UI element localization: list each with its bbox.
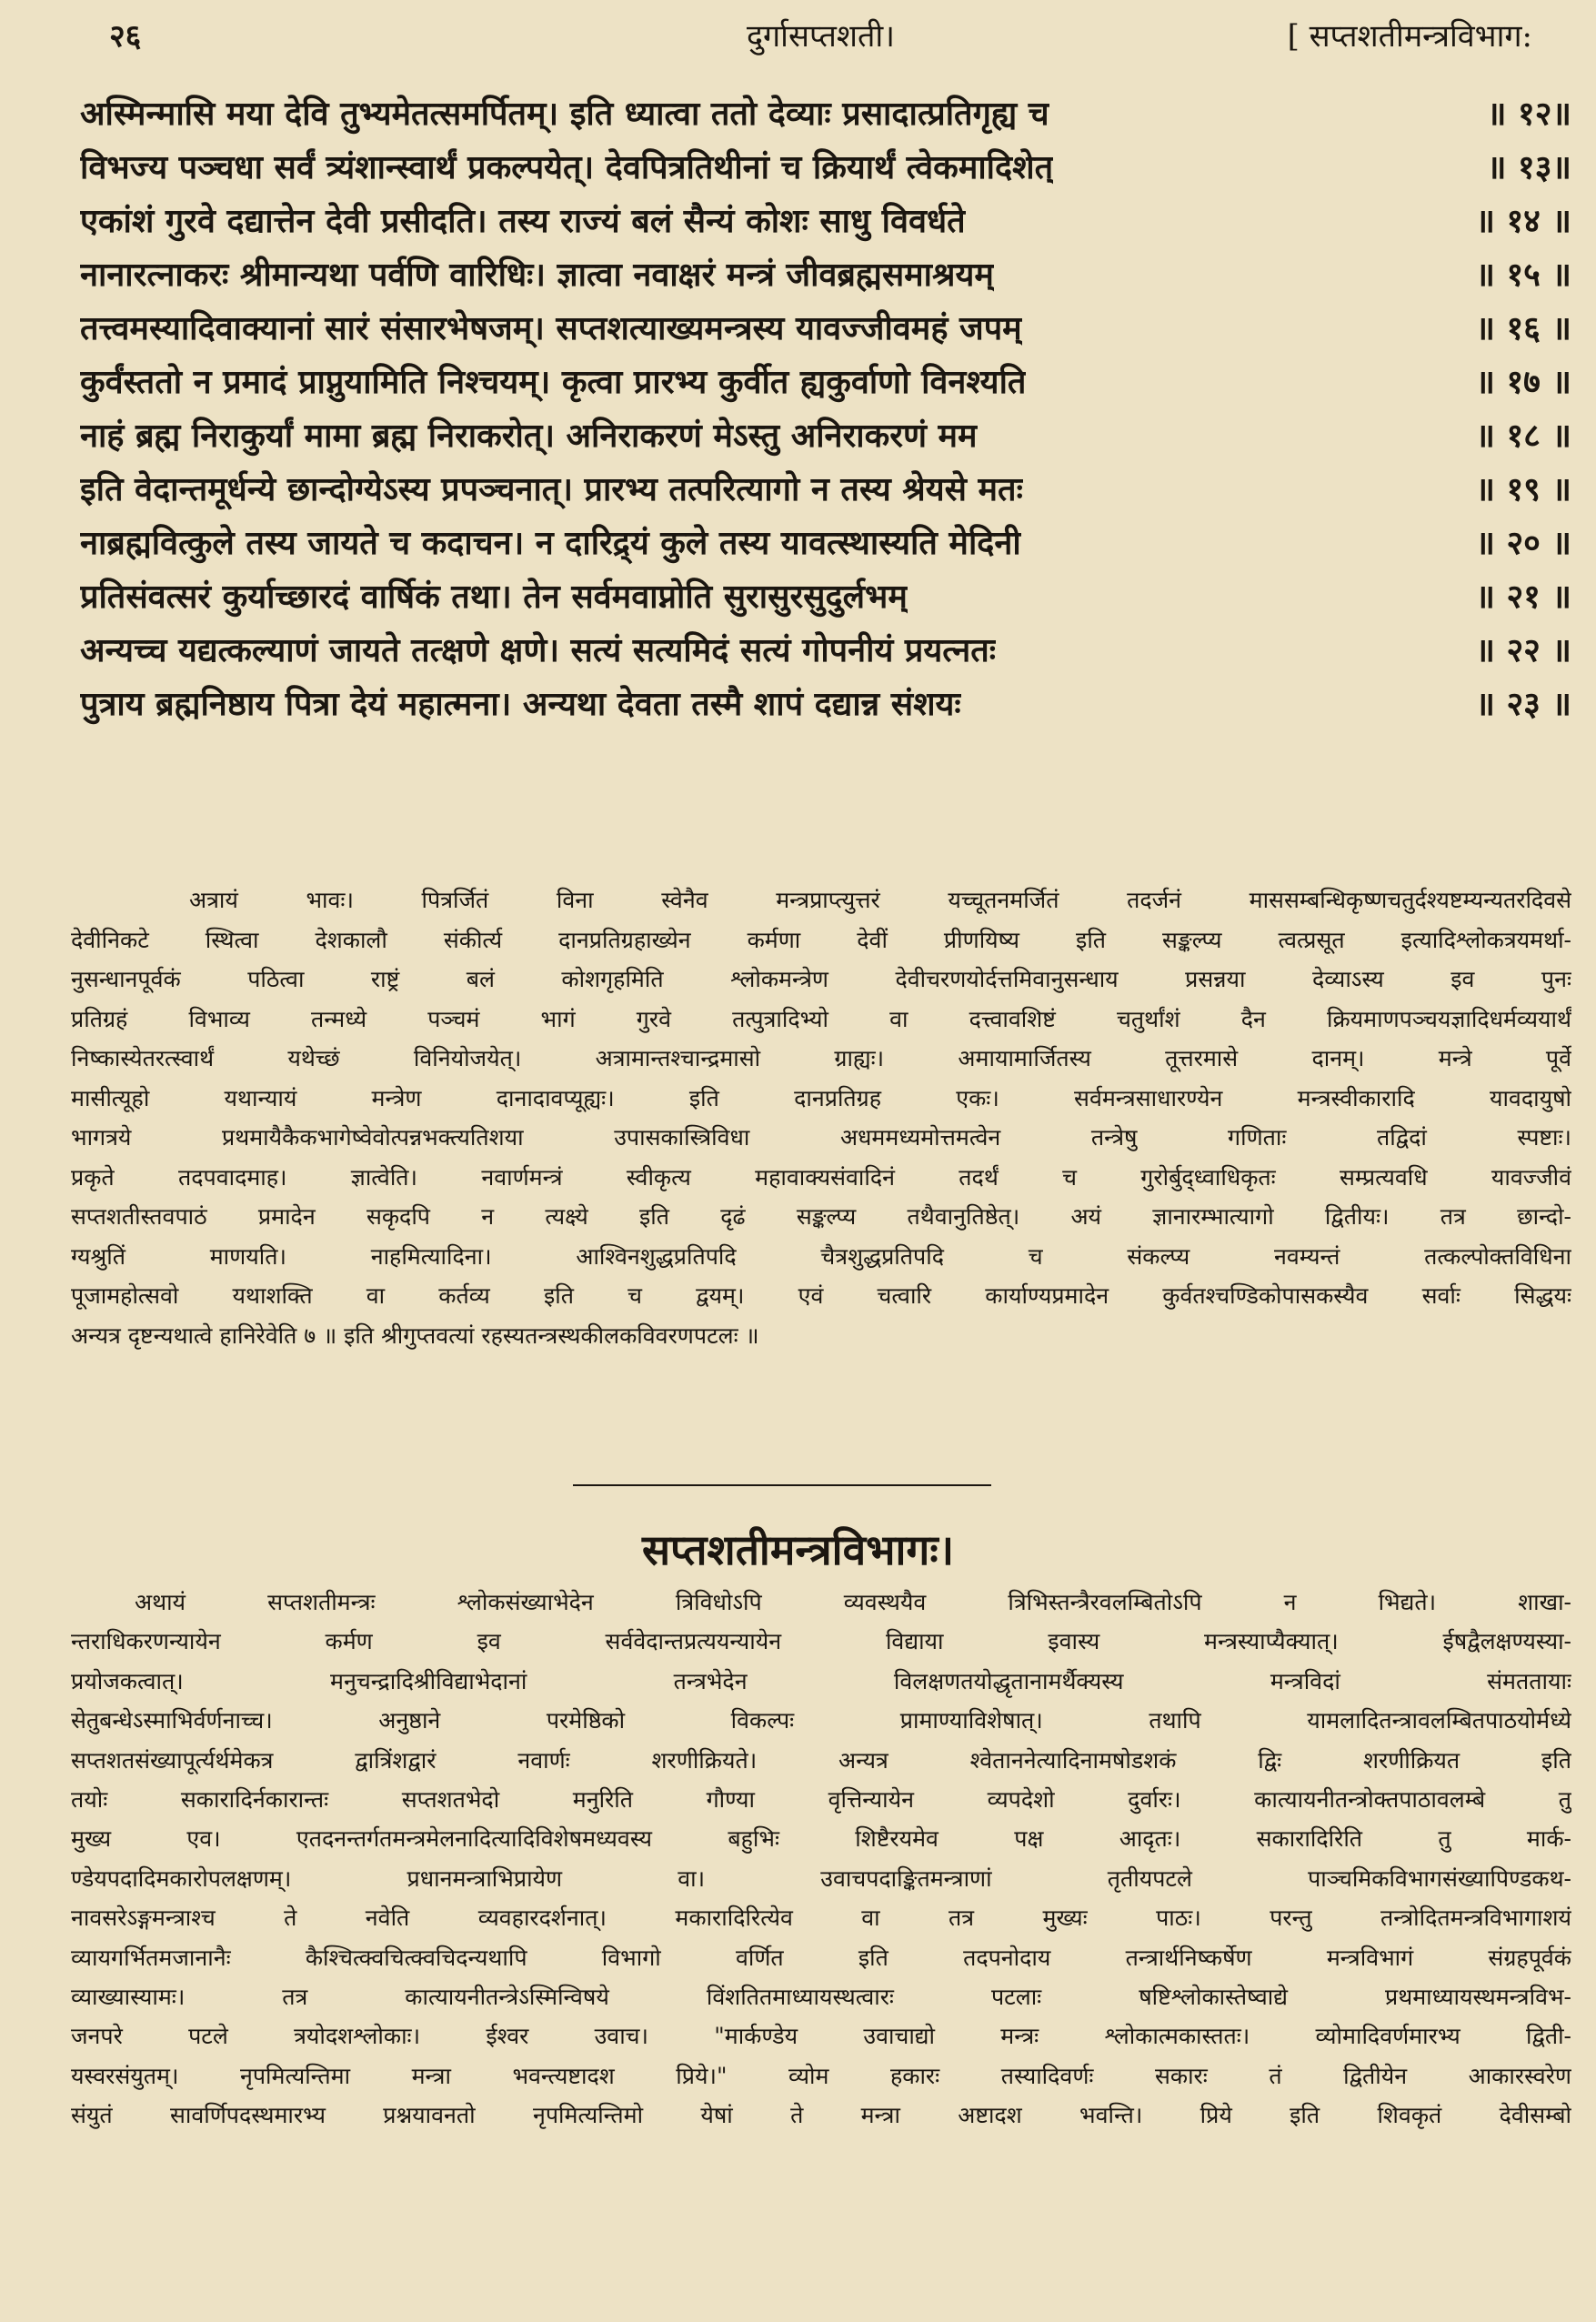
verse-line (80, 678, 1571, 731)
verse-line (80, 195, 1571, 248)
verse-line (80, 87, 1571, 141)
commentary-line: अत्रायं भावः। पित्रर्जितं विना स्वेनैव मन्त्रप्राप्त्युत्तरं यच्चूतनमर्जितं तदर्जनं माससम्बन्धिकृष्णचतुर्दश्यष्टम्यन्यतरदिवसे (189, 887, 1571, 913)
commentary-block (71, 880, 1571, 1355)
commentary-line: देवीनिकटे स्थित्वा देशकालौ संकीर्त्य दानप्रतिग्रहाख्येन कर्मणा देवीं प्रीणयिष्य इति सङ्कल्प्य त्वत्प्रसूत इत्यादिश्लोकत्रयमर्था- (71, 926, 1571, 953)
verse-text: तत्त्वमस्यादिवाक्यानां सारं संसारभेषजम्। सप्तशत्याख्यमन्त्रस्य यावज्जीवमहं जपम् (80, 309, 1022, 347)
verse-number: ॥ १९ ॥ (1475, 470, 1571, 508)
verse-number: ॥ १५ ॥ (1475, 256, 1571, 294)
section-body-line: ण्डेयपदादिमकारोपलक्षणम्। प्रधानमन्त्राभिप्रायेण वा। उवाचपदाङ्कितमन्त्राणां तृतीयपटले पाञ्चमिकविभागसंख्यापिण्डकथ- (71, 1865, 1571, 1892)
verse-number: ॥ १२॥ (1486, 95, 1571, 133)
commentary-line: मासीत्यूहो यथान्यायं मन्त्रेण दानादावप्यूह्यः। इति दानप्रतिग्रह एकः। सर्वमन्त्रसाधारण्येन मन्त्रस्वीकारादि यावदायुषो (71, 1084, 1571, 1111)
verse-number: ॥ १७ ॥ (1475, 363, 1571, 401)
section-body-line: यस्वरसंयुतम्। नृपमित्यन्तिमा मन्त्रा भवन्त्यष्टादश प्रिये।" व्योम हकारः तस्यादिवर्णः सकारः तं द्वितीयेन आकारस्वरेण (71, 2062, 1571, 2089)
section-body-line: व्याख्यास्यामः। तत्र कात्यायनीतन्त्रेऽस्मिन्विषये विंशतितमाध्यायस्थत्वारः पटलाः षष्टिश्लोकास्तेष्वाद्ये प्रथमाध्यायस्थमन्त्रविभ- (71, 1983, 1571, 2010)
section-body-line: जनपरे पटले त्रयोदशश्लोकाः। ईश्वर उवाच। "मार्कण्डेय उवाचाद्यो मन्त्रः श्लोकात्मकास्ततः। व्योमादिवर्णमारभ्य द्विती- (71, 2023, 1571, 2050)
commentary-line: प्रकृते तदपवादमाह। ज्ञात्वेति। नवार्णमन्त्रं स्वीकृत्य महावाक्यसंवादिनं तदर्थं च गुरोर्बुद्ध्वाधिकृतः सम्प्रत्यवधि यावज्जीवं (71, 1163, 1571, 1191)
verse-line (80, 463, 1571, 517)
verse-text: एकांशं गुरवे दद्यात्तेन देवी प्रसीदति। तस्य राज्यं बलं सैन्यं कोशः साधु विवर्धते (80, 202, 966, 240)
commentary-line: नुसन्धानपूर्वकं पठित्वा राष्ट्रं बलं कोशगृहमिति श्लोकमन्त्रेण देवीचरणयोर्दत्तमिवानुसन्धाय प्रसन्नया देव्याऽस्य इव पुनः (71, 966, 1571, 992)
verse-text: अन्यच्च यद्यत्कल्याणं जायते तत्क्षणे क्षणे। सत्यं सत्यमिदं सत्यं गोपनीयं प्रयत्नतः (80, 631, 997, 669)
section-body-line: तयोः सकारादिर्नकारान्तः सप्तशतभेदो मनुरिति गौण्या वृत्तिन्यायेन व्यपदेशो दुर्वारः। कात्यायनीतन्त्रोक्तपाठावलम्बे तु (71, 1785, 1571, 1813)
section-body-line: अथायं सप्तशतीमन्त्रः श्लोकसंख्याभेदेन त्रिविधोऽपि व्यवस्थयैव त्रिभिस्तन्त्रैरवलम्बितोऽपि न भिद्यते। शाखा- (135, 1589, 1571, 1615)
verse-line (80, 302, 1571, 356)
verse-block (80, 87, 1571, 731)
section-divider (573, 1484, 991, 1486)
verse-text: कुर्वंस्ततो न प्रमादं प्राप्नुयामिति निश्चयम्। कृत्वा प्रारभ्य कुर्वीत ह्यकुर्वाणो विनश्यति (80, 363, 1027, 401)
section-heading: सप्तशतीमन्त्रविभागः। (641, 1525, 955, 1574)
page-number: २६ (109, 18, 142, 55)
verse-line (80, 409, 1571, 463)
commentary-line: निष्कास्येतरत्स्वार्थं यथेच्छं विनियोजयेत्। अत्रामान्तश्चान्द्रमासो ग्राह्यः। अमायामार्जितस्य तूत्तरमासे दानम्। मन्त्रे पूर्वे (71, 1045, 1571, 1071)
verse-line (80, 517, 1571, 570)
verse-number: ॥ १४ ॥ (1475, 202, 1571, 240)
section-body-line: व्यायगर्भितमजानानैः कैश्चित्क्वचित्क्वचिदन्यथापि विभागो वर्णित इति तदपनोदाय तन्त्रार्थनिष्कर्षेण मन्त्रविभागं संग्रहपूर्वकं (71, 1944, 1571, 1971)
commentary-line: पूजामहोत्सवो यथाशक्ति वा कर्तव्य इति च द्वयम्। एवं चत्वारि कार्याण्यप्रमादेन कुर्वतश्चण्डिकोपासकस्यैव सर्वाः सिद्धयः (71, 1282, 1571, 1309)
verse-number: ॥ १६ ॥ (1475, 309, 1571, 347)
section-reference: [ सप्तशतीमन्त्रविभाग: (1287, 18, 1532, 55)
verse-text: प्रतिसंवत्सरं कुर्याच्छारदं वार्षिकं तथा। तेन सर्वमवाप्नोति सुरासुरसुदुर्लभम् (80, 578, 908, 616)
verse-number: ॥ १३॥ (1486, 148, 1571, 186)
verse-number: ॥ १८ ॥ (1475, 417, 1571, 455)
section-body-line: न्तराधिकरणन्यायेन कर्मण इव सर्ववेदान्तप्रत्ययन्यायेन विद्याया इवास्य मन्त्रस्याप्यैक्यात्। ईषद्वैलक्षण्यस्या- (71, 1628, 1571, 1655)
verse-line (80, 570, 1571, 624)
verse-text: नाब्रह्मवित्कुले तस्य जायते च कदाचन। न दारिद्र्यं कुले तस्य यावत्स्थास्यति मेदिनी (80, 524, 1021, 562)
commentary-line: अन्यत्र दृष्टन्यथात्वे हानिरेवेति ७ ॥ इति श्रीगुप्तवत्यां रहस्यतन्त्रस्थकीलकविवरणपटलः ॥ (71, 1322, 759, 1349)
verse-text: विभज्य पञ्चधा सर्वं त्र्यंशान्स्वार्थं प्रकल्पयेत्। देवपित्रतिथीनां च क्रियार्थं त्वेकमादिशेत् (80, 148, 1054, 186)
verse-number: ॥ २३ ॥ (1475, 685, 1571, 723)
section-body-line: मुख्य एव। एतदनन्तर्गतमन्त्रमेलनादित्यादिविशेषमध्यवस्य बहुभिः शिष्टैरयमेव पक्ष आदृतः। सकारादिरिति तु मार्क- (71, 1825, 1571, 1853)
section-body (71, 1583, 1571, 2135)
verse-number: ॥ २० ॥ (1475, 524, 1571, 562)
section-body-line: सप्तशतसंख्यापूर्त्यर्थमेकत्र द्वात्रिंशद्वारं नवार्णः शरणीक्रियते। अन्यत्र श्वेताननेत्यादिनामषोडशकं द्विः शरणीक्रियत इति (71, 1746, 1571, 1774)
section-body-line: सेतुबन्धेऽस्माभिर्वर्णनाच्च। अनुष्ठाने परमेष्ठिको विकल्पः प्रामाण्याविशेषात्। तथापि यामलादितन्त्रावलम्बितपाठयोर्मध्ये (71, 1707, 1571, 1734)
verse-text: अस्मिन्मासि मया देवि तुभ्यमेतत्समर्पितम्। इति ध्यात्वा ततो देव्याः प्रसादात्प्रतिगृह्य च (80, 95, 1049, 133)
commentary-line: सप्तशतीस्तवपाठं प्रमादेन सकृदपि न त्यक्ष्ये इति दृढं सङ्कल्प्य तथैवानुतिष्ठेत्। अयं ज्ञानारम्भात्यागो द्वितीयः। तत्र छान्दो- (71, 1203, 1571, 1230)
verse-line (80, 141, 1571, 195)
verse-text: नानारत्नाकरः श्रीमान्यथा पर्वणि वारिधिः। ज्ञात्वा नवाक्षरं मन्त्रं जीवब्रह्मसमाश्रयम् (80, 256, 994, 294)
verse-text: पुत्राय ब्रह्मनिष्ठाय पित्रा देयं महात्मना। अन्यथा देवता तस्मै शापं दद्यान्न संशयः (80, 685, 961, 723)
commentary-line: ग्यश्रुतिं माणयति। नाहमित्यादिना। आश्विनशुद्धप्रतिपदि चैत्रशुद्धप्रतिपदि च संकल्प्य नवम्यन्तं तत्कल्पोक्तविधिना (71, 1242, 1571, 1270)
verse-text: इति वेदान्तमूर्धन्ये छान्दोग्येऽस्य प्रपञ्चनात्। प्रारभ्य तत्परित्यागो न तस्य श्रेयसे मतः (80, 470, 1023, 508)
verse-text: नाहं ब्रह्म निराकुर्यां मामा ब्रह्म निराकरोत्। अनिराकरणं मेऽस्तु अनिराकरणं मम (80, 417, 978, 455)
verse-line (80, 624, 1571, 678)
section-body-line: प्रयोजकत्वात्। मनुचन्द्रादिश्रीविद्याभेदानां तन्त्रभेदेन विलक्षणतयोद्धृतानामर्थैक्यस्य मन्त्रविदां संमततायाः (71, 1667, 1571, 1694)
commentary-line: भागत्रये प्रथमायैकैकभागेष्वेवोत्पन्नभक्त्यतिशया उपासकास्त्रिविधा अधममध्यमोत्तमत्वेन तन्त्रेषु गणिताः तद्विदां स्पष्टाः। (71, 1124, 1571, 1151)
verse-line (80, 248, 1571, 302)
verse-line (80, 356, 1571, 409)
section-body-line: नावसरेऽङ्गमन्त्राश्च ते नवेति व्यवहारदर्शनात्। मकारादिरित्येव वा तत्र मुख्यः पाठः। परन्तु तन्त्रोदितमन्त्रविभागाशयं (71, 1905, 1571, 1932)
running-title: दुर्गासप्तशती। (746, 18, 896, 55)
section-body-line: संयुतं सावर्णिपदस्थमारभ्य प्रश्नयावनतो नृपमित्यन्तिमो येषां ते मन्त्रा अष्टादश भवन्ति। प्रिये इति शिवकृतं देवीसम्बो (71, 2102, 1571, 2129)
verse-number: ॥ २२ ॥ (1475, 631, 1571, 669)
verse-number: ॥ २१ ॥ (1475, 578, 1571, 616)
page-header (109, 7, 1532, 62)
commentary-line: प्रतिग्रहं विभाव्य तन्मध्ये पञ्चमं भागं गुरवे तत्पुत्रादिभ्यो वा दत्त्वावशिष्टं चतुर्थांशं दैन क्रियमाणपञ्चयज्ञादिधर्मव्ययार्थं (71, 1005, 1571, 1032)
